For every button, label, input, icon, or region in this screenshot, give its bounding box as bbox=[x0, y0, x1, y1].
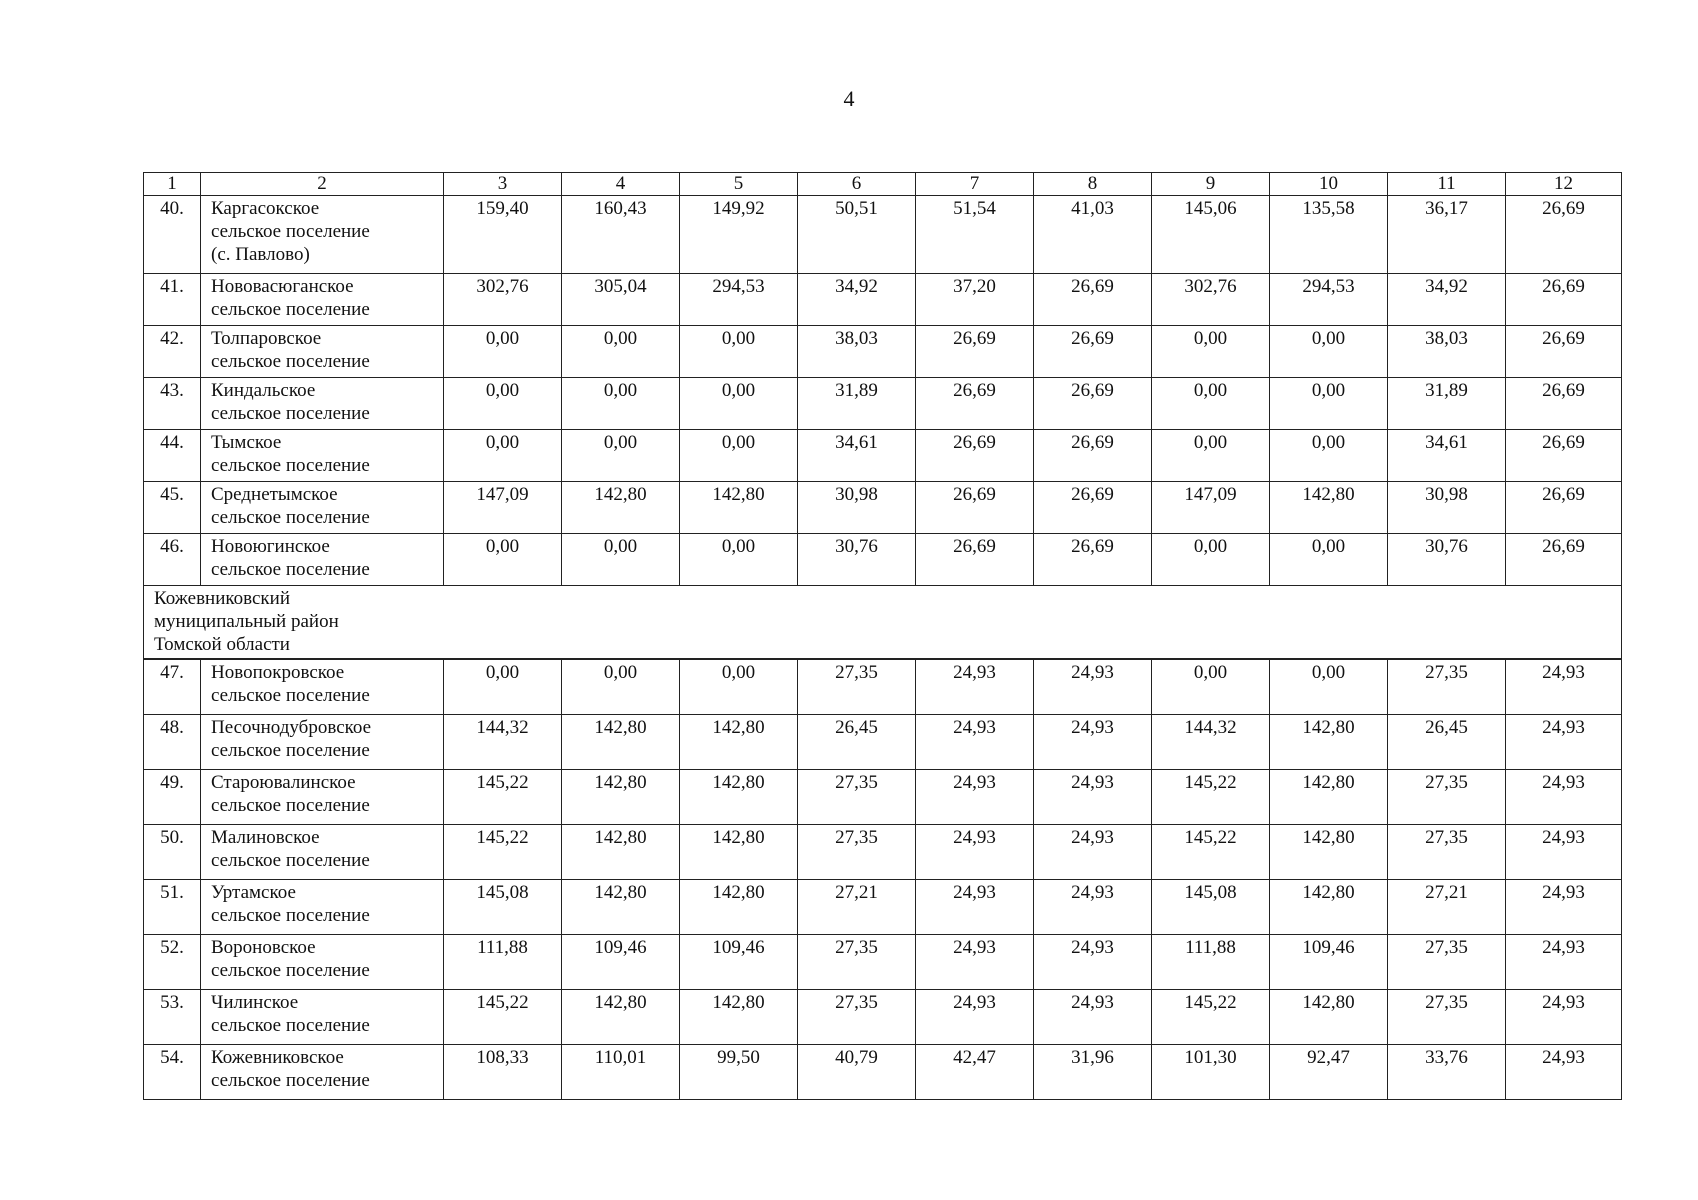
row-number: 46. bbox=[144, 534, 201, 586]
value-cell: 26,69 bbox=[1034, 378, 1152, 430]
value-cell: 0,00 bbox=[562, 659, 680, 714]
value-cell: 109,46 bbox=[562, 934, 680, 989]
value-cell: 41,03 bbox=[1034, 196, 1152, 274]
value-cell: 0,00 bbox=[1152, 326, 1270, 378]
settlement-name-line: сельское поселение bbox=[211, 794, 370, 816]
value-cell: 0,00 bbox=[1152, 378, 1270, 430]
table-row bbox=[144, 879, 1622, 934]
value-cell: 27,35 bbox=[1388, 769, 1506, 824]
row-number: 51. bbox=[144, 879, 201, 934]
value-cell: 0,00 bbox=[1270, 430, 1388, 482]
value-cell: 142,80 bbox=[562, 769, 680, 824]
value-cell: 0,00 bbox=[1270, 378, 1388, 430]
value-cell: 24,93 bbox=[1506, 879, 1622, 934]
settlement-name bbox=[201, 989, 444, 1044]
table-row bbox=[144, 1044, 1622, 1099]
value-cell: 145,08 bbox=[444, 879, 562, 934]
settlement-name bbox=[201, 769, 444, 824]
value-cell: 26,45 bbox=[1388, 714, 1506, 769]
value-cell: 145,06 bbox=[1152, 196, 1270, 274]
value-cell: 24,93 bbox=[1506, 824, 1622, 879]
value-cell: 26,69 bbox=[916, 430, 1034, 482]
value-cell: 40,79 bbox=[798, 1044, 916, 1099]
value-cell: 135,58 bbox=[1270, 196, 1388, 274]
value-cell: 26,69 bbox=[1506, 430, 1622, 482]
settlement-name-line: Новоюгинское bbox=[211, 536, 330, 557]
value-cell: 142,80 bbox=[680, 482, 798, 534]
settlement-name-line: Среднетымское bbox=[211, 484, 338, 505]
column-header: 12 bbox=[1506, 173, 1622, 196]
value-cell: 27,35 bbox=[798, 824, 916, 879]
value-cell: 142,80 bbox=[680, 824, 798, 879]
value-cell: 302,76 bbox=[1152, 274, 1270, 326]
settlement-name bbox=[201, 824, 444, 879]
value-cell: 0,00 bbox=[1270, 659, 1388, 714]
settlement-name-line: сельское поселение bbox=[211, 299, 370, 320]
settlement-name-line: Уртамское bbox=[211, 881, 296, 903]
value-cell: 142,80 bbox=[680, 989, 798, 1044]
value-cell: 142,80 bbox=[680, 714, 798, 769]
value-cell: 111,88 bbox=[1152, 934, 1270, 989]
table-row bbox=[144, 934, 1622, 989]
value-cell: 0,00 bbox=[680, 430, 798, 482]
value-cell: 294,53 bbox=[1270, 274, 1388, 326]
value-cell: 0,00 bbox=[1152, 534, 1270, 586]
table-row bbox=[144, 326, 1622, 378]
settlement-name-line: Малиновское bbox=[211, 826, 320, 848]
settlement-name-line: сельское поселение bbox=[211, 959, 370, 981]
value-cell: 111,88 bbox=[444, 934, 562, 989]
value-cell: 0,00 bbox=[680, 659, 798, 714]
column-header: 1 bbox=[144, 173, 201, 196]
column-header: 9 bbox=[1152, 173, 1270, 196]
table-row bbox=[144, 714, 1622, 769]
table-row bbox=[144, 824, 1622, 879]
value-cell: 0,00 bbox=[1270, 534, 1388, 586]
value-cell: 33,76 bbox=[1388, 1044, 1506, 1099]
settlement-name-line: сельское поселение bbox=[211, 351, 370, 372]
value-cell: 34,61 bbox=[798, 430, 916, 482]
settlement-name-line: Киндальское bbox=[211, 380, 316, 401]
value-cell: 0,00 bbox=[680, 326, 798, 378]
value-cell: 159,40 bbox=[444, 196, 562, 274]
column-header: 7 bbox=[916, 173, 1034, 196]
value-cell: 36,17 bbox=[1388, 196, 1506, 274]
value-cell: 27,21 bbox=[798, 879, 916, 934]
region-name-line: муниципальный район bbox=[154, 611, 339, 632]
value-cell: 142,80 bbox=[562, 879, 680, 934]
value-cell: 110,01 bbox=[562, 1044, 680, 1099]
row-number: 50. bbox=[144, 824, 201, 879]
page-number: 4 bbox=[843, 86, 855, 111]
column-header: 2 bbox=[201, 173, 444, 196]
value-cell: 145,22 bbox=[444, 824, 562, 879]
settlement-name-line: сельское поселение bbox=[211, 685, 370, 706]
value-cell: 26,69 bbox=[1034, 430, 1152, 482]
value-cell: 142,80 bbox=[562, 989, 680, 1044]
value-cell: 0,00 bbox=[562, 326, 680, 378]
value-cell: 108,33 bbox=[444, 1044, 562, 1099]
value-cell: 0,00 bbox=[680, 378, 798, 430]
column-header: 8 bbox=[1034, 173, 1152, 196]
table-row bbox=[144, 482, 1622, 534]
table-row bbox=[144, 196, 1622, 274]
value-cell: 24,93 bbox=[1506, 769, 1622, 824]
value-cell: 145,22 bbox=[444, 989, 562, 1044]
settlement-name bbox=[201, 934, 444, 989]
settlement-name-line: сельское поселение bbox=[211, 849, 370, 871]
value-cell: 31,89 bbox=[1388, 378, 1506, 430]
table-row bbox=[144, 430, 1622, 482]
table-row bbox=[144, 378, 1622, 430]
value-cell: 24,93 bbox=[1506, 934, 1622, 989]
settlement-name-line: Нововасюганское bbox=[211, 276, 354, 297]
value-cell: 0,00 bbox=[444, 378, 562, 430]
value-cell: 0,00 bbox=[1270, 326, 1388, 378]
value-cell: 305,04 bbox=[562, 274, 680, 326]
settlement-name-line: Кожевниковское bbox=[211, 1046, 344, 1068]
value-cell: 27,35 bbox=[798, 769, 916, 824]
value-cell: 0,00 bbox=[444, 659, 562, 714]
value-cell: 27,35 bbox=[1388, 989, 1506, 1044]
settlement-name bbox=[201, 430, 444, 482]
value-cell: 24,93 bbox=[1506, 1044, 1622, 1099]
value-cell: 24,93 bbox=[916, 989, 1034, 1044]
value-cell: 26,69 bbox=[1506, 378, 1622, 430]
row-number: 53. bbox=[144, 989, 201, 1044]
value-cell: 26,69 bbox=[916, 534, 1034, 586]
settlement-name bbox=[201, 274, 444, 326]
value-cell: 24,93 bbox=[916, 659, 1034, 714]
settlement-name-line: Новопокровское bbox=[211, 662, 345, 683]
region-header-row bbox=[144, 586, 1622, 660]
settlement-name bbox=[201, 659, 444, 714]
value-cell: 24,93 bbox=[1506, 989, 1622, 1044]
value-cell: 24,93 bbox=[1034, 934, 1152, 989]
table-body bbox=[144, 173, 1622, 1100]
value-cell: 31,96 bbox=[1034, 1044, 1152, 1099]
value-cell: 26,69 bbox=[916, 326, 1034, 378]
value-cell: 34,61 bbox=[1388, 430, 1506, 482]
settlement-name-line: сельское поселение bbox=[211, 1069, 370, 1091]
value-cell: 0,00 bbox=[562, 534, 680, 586]
settlement-name-line: сельское поселение bbox=[211, 455, 370, 476]
column-header: 6 bbox=[798, 173, 916, 196]
column-header: 5 bbox=[680, 173, 798, 196]
value-cell: 142,80 bbox=[1270, 989, 1388, 1044]
value-cell: 24,93 bbox=[1034, 659, 1152, 714]
row-number: 41. bbox=[144, 274, 201, 326]
value-cell: 142,80 bbox=[1270, 714, 1388, 769]
value-cell: 142,80 bbox=[1270, 824, 1388, 879]
table-row bbox=[144, 534, 1622, 586]
value-cell: 24,93 bbox=[1034, 769, 1152, 824]
value-cell: 27,35 bbox=[798, 659, 916, 714]
column-header: 4 bbox=[562, 173, 680, 196]
value-cell: 34,92 bbox=[798, 274, 916, 326]
value-cell: 30,76 bbox=[798, 534, 916, 586]
value-cell: 0,00 bbox=[1152, 430, 1270, 482]
value-cell: 26,69 bbox=[1506, 534, 1622, 586]
value-cell: 294,53 bbox=[680, 274, 798, 326]
value-cell: 26,69 bbox=[916, 378, 1034, 430]
value-cell: 302,76 bbox=[444, 274, 562, 326]
value-cell: 0,00 bbox=[444, 430, 562, 482]
region-name-line: Томской области bbox=[154, 634, 290, 655]
value-cell: 24,93 bbox=[916, 879, 1034, 934]
value-cell: 24,93 bbox=[1506, 714, 1622, 769]
row-number: 47. bbox=[144, 659, 201, 714]
value-cell: 0,00 bbox=[1152, 659, 1270, 714]
settlement-name-line: Староювалинское bbox=[211, 771, 356, 793]
row-number: 44. bbox=[144, 430, 201, 482]
value-cell: 142,80 bbox=[1270, 769, 1388, 824]
value-cell: 26,69 bbox=[916, 482, 1034, 534]
table-row bbox=[144, 659, 1622, 714]
settlement-name bbox=[201, 482, 444, 534]
value-cell: 109,46 bbox=[1270, 934, 1388, 989]
value-cell: 145,22 bbox=[444, 769, 562, 824]
value-cell: 27,35 bbox=[798, 989, 916, 1044]
settlement-name-line: Толпаровское bbox=[211, 328, 322, 349]
region-name bbox=[144, 586, 1622, 660]
value-cell: 145,22 bbox=[1152, 989, 1270, 1044]
value-cell: 145,08 bbox=[1152, 879, 1270, 934]
value-cell: 24,93 bbox=[916, 714, 1034, 769]
settlement-name-line: сельское поселение bbox=[211, 403, 370, 424]
value-cell: 0,00 bbox=[444, 534, 562, 586]
settlement-name-line: сельское поселение bbox=[211, 904, 370, 926]
settlement-name-line: Песочнодубровское bbox=[211, 716, 372, 738]
value-cell: 101,30 bbox=[1152, 1044, 1270, 1099]
value-cell: 142,80 bbox=[562, 482, 680, 534]
value-cell: 31,89 bbox=[798, 378, 916, 430]
row-number: 52. bbox=[144, 934, 201, 989]
value-cell: 24,93 bbox=[1034, 824, 1152, 879]
value-cell: 26,69 bbox=[1506, 482, 1622, 534]
row-number: 42. bbox=[144, 326, 201, 378]
row-number: 54. bbox=[144, 1044, 201, 1099]
value-cell: 26,69 bbox=[1506, 274, 1622, 326]
value-cell: 160,43 bbox=[562, 196, 680, 274]
value-cell: 37,20 bbox=[916, 274, 1034, 326]
value-cell: 26,69 bbox=[1034, 326, 1152, 378]
value-cell: 24,93 bbox=[1506, 659, 1622, 714]
value-cell: 51,54 bbox=[916, 196, 1034, 274]
settlement-name-line: Тымское bbox=[211, 432, 282, 453]
column-header: 3 bbox=[444, 173, 562, 196]
table-row bbox=[144, 989, 1622, 1044]
row-number: 49. bbox=[144, 769, 201, 824]
value-cell: 147,09 bbox=[1152, 482, 1270, 534]
settlement-name bbox=[201, 326, 444, 378]
value-cell: 26,69 bbox=[1506, 196, 1622, 274]
settlement-name-line: сельское поселение bbox=[211, 221, 370, 242]
value-cell: 0,00 bbox=[444, 326, 562, 378]
settlement-name bbox=[201, 534, 444, 586]
value-cell: 34,92 bbox=[1388, 274, 1506, 326]
value-cell: 24,93 bbox=[1034, 879, 1152, 934]
column-header: 11 bbox=[1388, 173, 1506, 196]
settlement-name-line: Каргасокское bbox=[211, 198, 320, 219]
value-cell: 142,80 bbox=[680, 879, 798, 934]
column-number-row bbox=[144, 173, 1622, 196]
settlement-name-line: сельское поселение bbox=[211, 1014, 370, 1036]
settlement-name bbox=[201, 378, 444, 430]
row-number: 45. bbox=[144, 482, 201, 534]
value-cell: 24,93 bbox=[1034, 714, 1152, 769]
value-cell: 142,80 bbox=[680, 769, 798, 824]
value-cell: 142,80 bbox=[562, 824, 680, 879]
settlement-name bbox=[201, 879, 444, 934]
value-cell: 145,22 bbox=[1152, 824, 1270, 879]
value-cell: 38,03 bbox=[798, 326, 916, 378]
value-cell: 26,69 bbox=[1034, 482, 1152, 534]
value-cell: 142,80 bbox=[1270, 879, 1388, 934]
value-cell: 147,09 bbox=[444, 482, 562, 534]
settlement-name-line: сельское поселение bbox=[211, 507, 370, 528]
row-number: 43. bbox=[144, 378, 201, 430]
value-cell: 99,50 bbox=[680, 1044, 798, 1099]
value-cell: 0,00 bbox=[562, 430, 680, 482]
value-cell: 109,46 bbox=[680, 934, 798, 989]
value-cell: 144,32 bbox=[444, 714, 562, 769]
value-cell: 24,93 bbox=[916, 824, 1034, 879]
settlement-name-line: Чилинское bbox=[211, 991, 299, 1013]
value-cell: 30,76 bbox=[1388, 534, 1506, 586]
column-header: 10 bbox=[1270, 173, 1388, 196]
value-cell: 24,93 bbox=[916, 934, 1034, 989]
value-cell: 27,35 bbox=[1388, 934, 1506, 989]
settlement-name-line: (с. Павлово) bbox=[211, 244, 310, 265]
value-cell: 50,51 bbox=[798, 196, 916, 274]
settlement-name bbox=[201, 196, 444, 274]
value-cell: 38,03 bbox=[1388, 326, 1506, 378]
settlement-name-line: сельское поселение bbox=[211, 559, 370, 580]
settlement-name bbox=[201, 714, 444, 769]
value-cell: 142,80 bbox=[1270, 482, 1388, 534]
value-cell: 24,93 bbox=[1034, 989, 1152, 1044]
settlement-name-line: сельское поселение bbox=[211, 739, 370, 761]
value-cell: 30,98 bbox=[1388, 482, 1506, 534]
table-row bbox=[144, 769, 1622, 824]
value-cell: 27,35 bbox=[798, 934, 916, 989]
tariff-table bbox=[143, 172, 1622, 1100]
value-cell: 92,47 bbox=[1270, 1044, 1388, 1099]
table-row bbox=[144, 274, 1622, 326]
value-cell: 24,93 bbox=[916, 769, 1034, 824]
value-cell: 0,00 bbox=[680, 534, 798, 586]
settlement-name bbox=[201, 1044, 444, 1099]
value-cell: 27,21 bbox=[1388, 879, 1506, 934]
value-cell: 30,98 bbox=[798, 482, 916, 534]
value-cell: 149,92 bbox=[680, 196, 798, 274]
row-number: 48. bbox=[144, 714, 201, 769]
value-cell: 42,47 bbox=[916, 1044, 1034, 1099]
value-cell: 27,35 bbox=[1388, 659, 1506, 714]
settlement-name-line: Вороновское bbox=[211, 936, 316, 958]
value-cell: 26,69 bbox=[1034, 274, 1152, 326]
value-cell: 27,35 bbox=[1388, 824, 1506, 879]
value-cell: 26,45 bbox=[798, 714, 916, 769]
value-cell: 26,69 bbox=[1034, 534, 1152, 586]
value-cell: 145,22 bbox=[1152, 769, 1270, 824]
value-cell: 142,80 bbox=[562, 714, 680, 769]
value-cell: 26,69 bbox=[1506, 326, 1622, 378]
value-cell: 0,00 bbox=[562, 378, 680, 430]
region-name-line: Кожевниковский bbox=[154, 588, 290, 609]
row-number: 40. bbox=[144, 196, 201, 274]
value-cell: 144,32 bbox=[1152, 714, 1270, 769]
